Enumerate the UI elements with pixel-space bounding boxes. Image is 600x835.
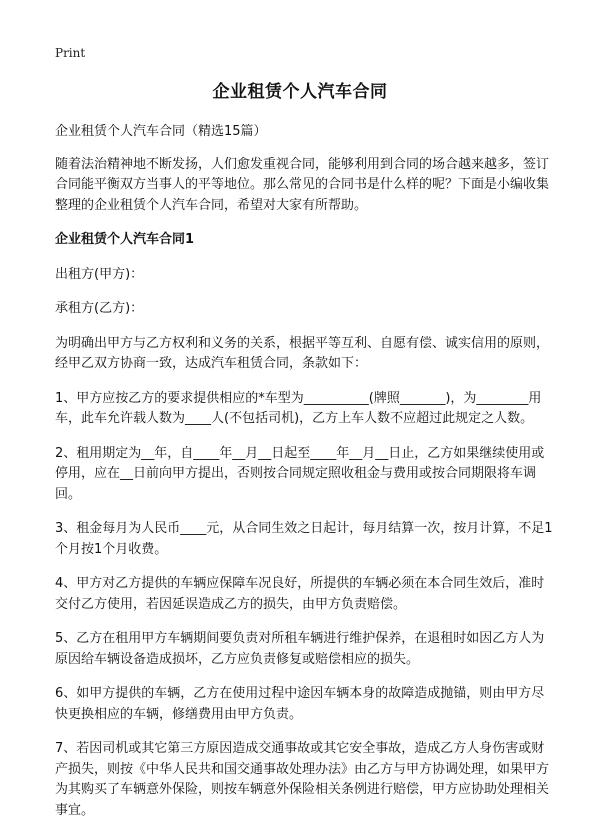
intro-paragraph: 随着法治精神地不断发扬，人们愈发重视合同，能够利用到合同的场合越来越多，签订合同能平衡双方当事人的平等地位。那么常见的合同书是什么样的呢？下面是小编收集整理的企业租赁个人汽车合同，希望对大家有所帮助。	[55, 156, 550, 213]
clause-paragraph: 1、甲方应按乙方的要求提供相应的*车型为__________(牌照_______)，为________用车，此车允许载人数为____人(不包括司机)，乙方上车人数不应超过此规定之人数。	[55, 390, 542, 426]
document-subtitle: 企业租赁个人汽车合同（精选15篇）	[55, 124, 267, 139]
section-heading: 企业租赁个人汽车合同1	[55, 232, 195, 247]
clause-paragraph: 4、甲方对乙方提供的车辆应保障车况良好，所提供的车辆必须在本合同生效后，准时交付乙方使用，若因延误造成乙方的损失，由甲方负责赔偿。	[55, 576, 545, 612]
print-link[interactable]: Print	[55, 46, 86, 60]
party-a-line: 出租方(甲方)：	[55, 266, 144, 282]
clause-paragraph: 6、如甲方提供的车辆，乙方在使用过程中途因车辆本身的故障造成抛锚，则由甲方尽快更换相应的车辆，修缮费用由甲方负责。	[55, 686, 545, 722]
party-b-line: 承租方(乙方)：	[55, 301, 144, 316]
clause-paragraph: 2、租用期定为__年，自____年__月__日起至____年__月__日止，乙方如果继续使用或停用，应在__日前向甲方提出，否则按合同规定照收租金与费用或按合同期限将车调回。	[55, 445, 545, 502]
clause-paragraph: 7、若因司机或其它第三方原因造成交通事故或其它安全事故，造成乙方人身伤害或财产损失，则按《中华人民共和国交通事故处理办法》由乙方与甲方协调处理，如果甲方为其购买了车辆意外保险，则按车辆意外保险相关条例进行赔偿，甲方应协助处理相关事宜。	[55, 741, 550, 818]
page-title: 企业租赁个人汽车合同	[212, 82, 388, 102]
document-body	[55, 122, 555, 835]
clause-paragraph: 3、租金每月为人民币____元，从合同生效之日起计，每月结算一次，按月计算，不足1个月按1个月收费。	[55, 521, 553, 557]
preamble-paragraph: 为明确出甲方与乙方权利和义务的关系，根据平等互利、自愿有偿、诚实信用的原则，经甲乙双方协商一致，达成汽车租赁合同，条款如下：	[55, 335, 550, 371]
clause-paragraph: 5、乙方在租用甲方车辆期间要负责对所租车辆进行维护保养，在退租时如因乙方人为原因给车辆设备造成损坏，乙方应负责修复或赔偿相应的损失。	[55, 631, 545, 667]
